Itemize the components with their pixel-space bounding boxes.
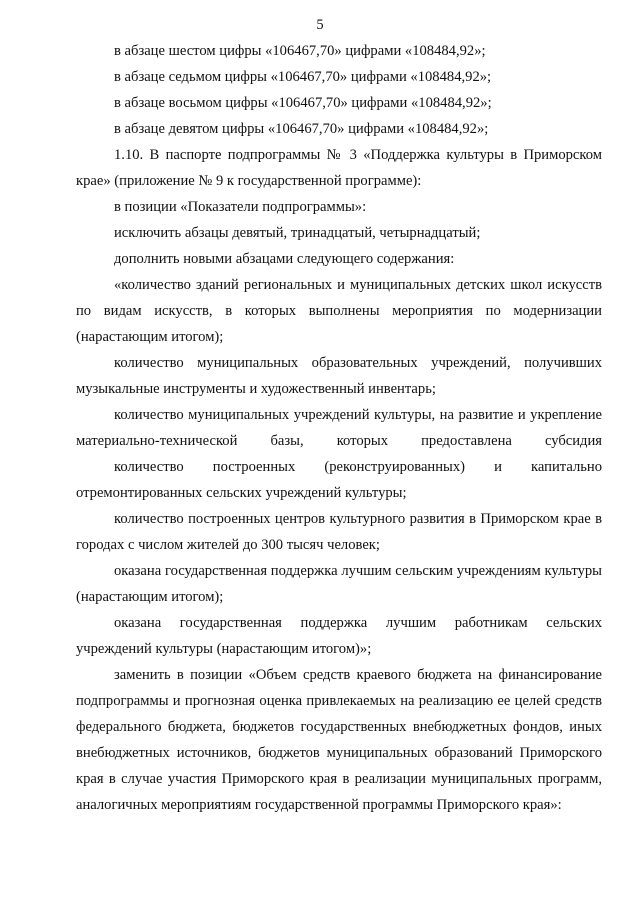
paragraph-art-schools: «количество зданий региональных и муниципальных детских школ искусств по видам искусств, в которых выполнены мероприятия по модернизации (нарастающим итогом); <box>76 277 602 345</box>
paragraph-exclude: исключить абзацы девятый, тринадцатый, четырнадцатый; <box>114 225 481 241</box>
document-body <box>76 38 602 818</box>
paragraph-add-new: дополнить новыми абзацами следующего содержания: <box>114 251 455 267</box>
paragraph-musical-instruments: количество муниципальных образовательных учреждений, получивших музыкальные инструменты и художественный инвентарь; <box>76 355 602 397</box>
paragraph-amendment-7: в абзаце седьмом цифры «106467,70» цифрами «108484,92»; <box>114 69 492 85</box>
paragraph-position-indicators: в позиции «Показатели подпрограммы»: <box>114 199 367 215</box>
page-number: 5 <box>316 17 324 33</box>
paragraph-section-1-10: 1.10. В паспорте подпрограммы № 3 «Поддержка культуры в Приморском крае» (приложение № 9 к государственной программе): <box>76 147 602 189</box>
paragraph-support-workers: оказана государственная поддержка лучшим работникам сельских учреждений культуры (нарастающим итогом)»; <box>76 615 602 657</box>
paragraph-subsidy: количество муниципальных учреждений культуры, на развитие и укрепление материально-технической базы, которых предоставлена субсидия <box>76 407 602 449</box>
paragraph-amendment-8: в абзаце восьмом цифры «106467,70» цифрами «108484,92»; <box>114 95 492 111</box>
paragraph-amendment-6: в абзаце шестом цифры «106467,70» цифрами «108484,92»; <box>114 43 486 59</box>
paragraph-cultural-centers: количество построенных центров культурного развития в Приморском крае в городах с числом жителей до 300 тысяч человек; <box>76 511 602 553</box>
paragraph-amendment-9: в абзаце девятом цифры «106467,70» цифрами «108484,92»; <box>114 121 489 137</box>
paragraph-rural-institutions: количество построенных (реконструированных) и капитально отремонтированных сельских учреждений культуры; <box>76 459 602 501</box>
paragraph-replace-budget: заменить в позиции «Объем средств краевого бюджета на финансирование подпрограммы и прогнозная оценка привлекаемых на реализацию ее целей средств федерального бюджета, бюджетов государственных внебюджетных фондов, иных внебюджетных источников, бюджетов муниципальных образований Приморского края в случае участия Приморского края в реализации муниципальных программ, аналогичных мероприятиям государственной программы Приморского края»: <box>76 667 602 813</box>
paragraph-support-institutions: оказана государственная поддержка лучшим сельским учреждениям культуры (нарастающим итогом); <box>76 563 602 605</box>
